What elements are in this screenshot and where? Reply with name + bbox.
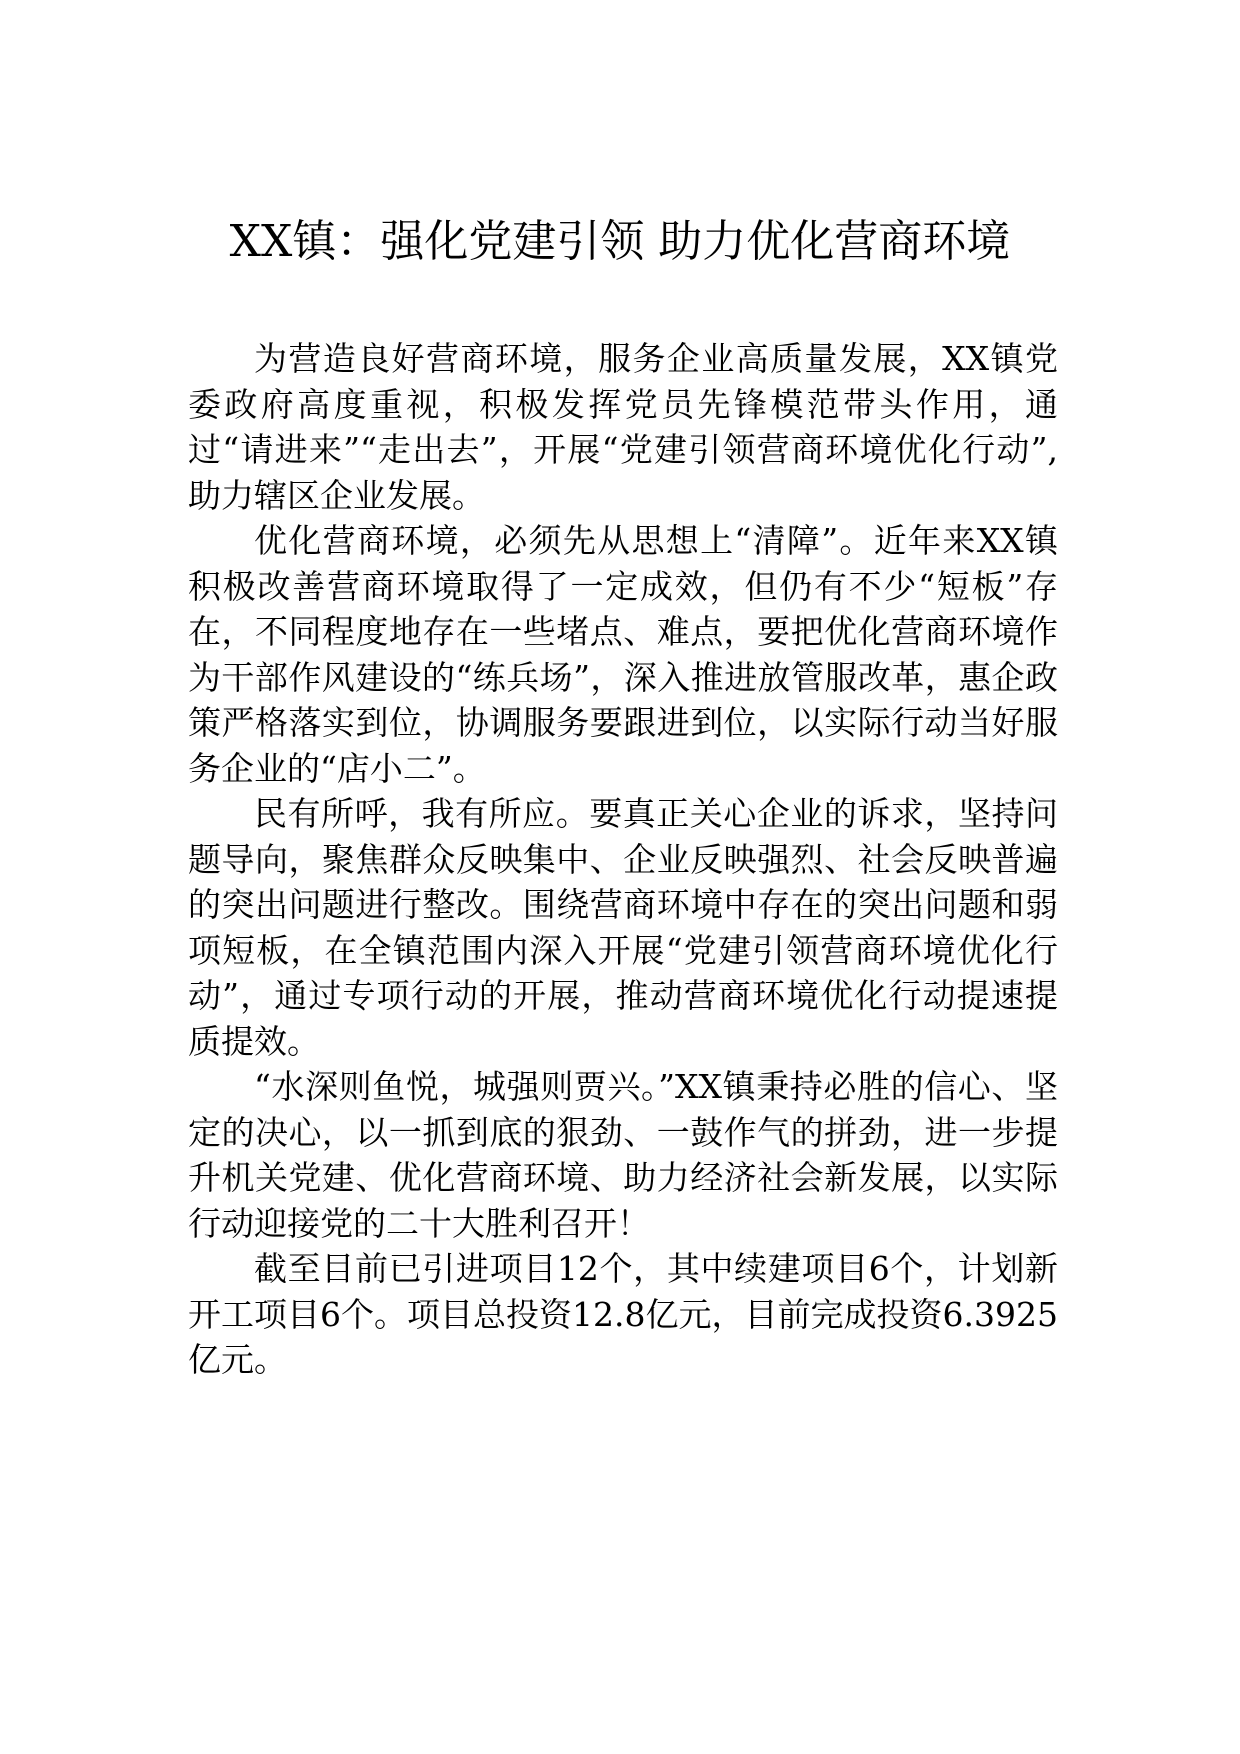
paragraph-projects: 截至目前已引进项目12个，其中续建项目6个，计划新开工项目6个。项目总投资12.8亿元，目前完成投资6.3925亿元。 [188, 1249, 1058, 1379]
paragraph-response: 民有所呼，我有所应。要真正关心企业的诉求，坚持问题导向，聚焦群众反映集中、企业反映强烈、社会反映普遍的突出问题进行整改。围绕营商环境中存在的突出问题和弱项短板，在全镇范围内深入开展“党建引领营商环境优化行动”，通过专项行动的开展，推动营商环境优化行动提速提质提效。 [188, 794, 1058, 1061]
document-title: XX镇：强化党建引领 助力优化营商环境 [229, 216, 1011, 267]
document-body [188, 336, 1058, 1383]
paragraph-resolve: “水深则鱼悦，城强则贾兴。”XX镇秉持必胜的信心、坚定的决心，以一抓到底的狠劲、一鼓作气的拼劲，进一步提升机关党建、优化营商环境、助力经济社会新发展，以实际行动迎接党的二十大胜利召开！ [188, 1067, 1058, 1243]
paragraph-mindset: 优化营商环境，必须先从思想上“清障”。近年来XX镇积极改善营商环境取得了一定成效，但仍有不少“短板”存在，不同程度地存在一些堵点、难点，要把优化营商环境作为干部作风建设的“练兵场”，深入推进放管服改革，惠企政策严格落实到位，协调服务要跟进到位，以实际行动当好服务企业的“店小二”。 [188, 521, 1058, 788]
paragraph-intro: 为营造良好营商环境，服务企业高质量发展，XX镇党委政府高度重视，积极发挥党员先锋模范带头作用，通过“请进来”“走出去”，开展“党建引领营商环境优化行动”,助力辖区企业发展。 [188, 339, 1058, 515]
